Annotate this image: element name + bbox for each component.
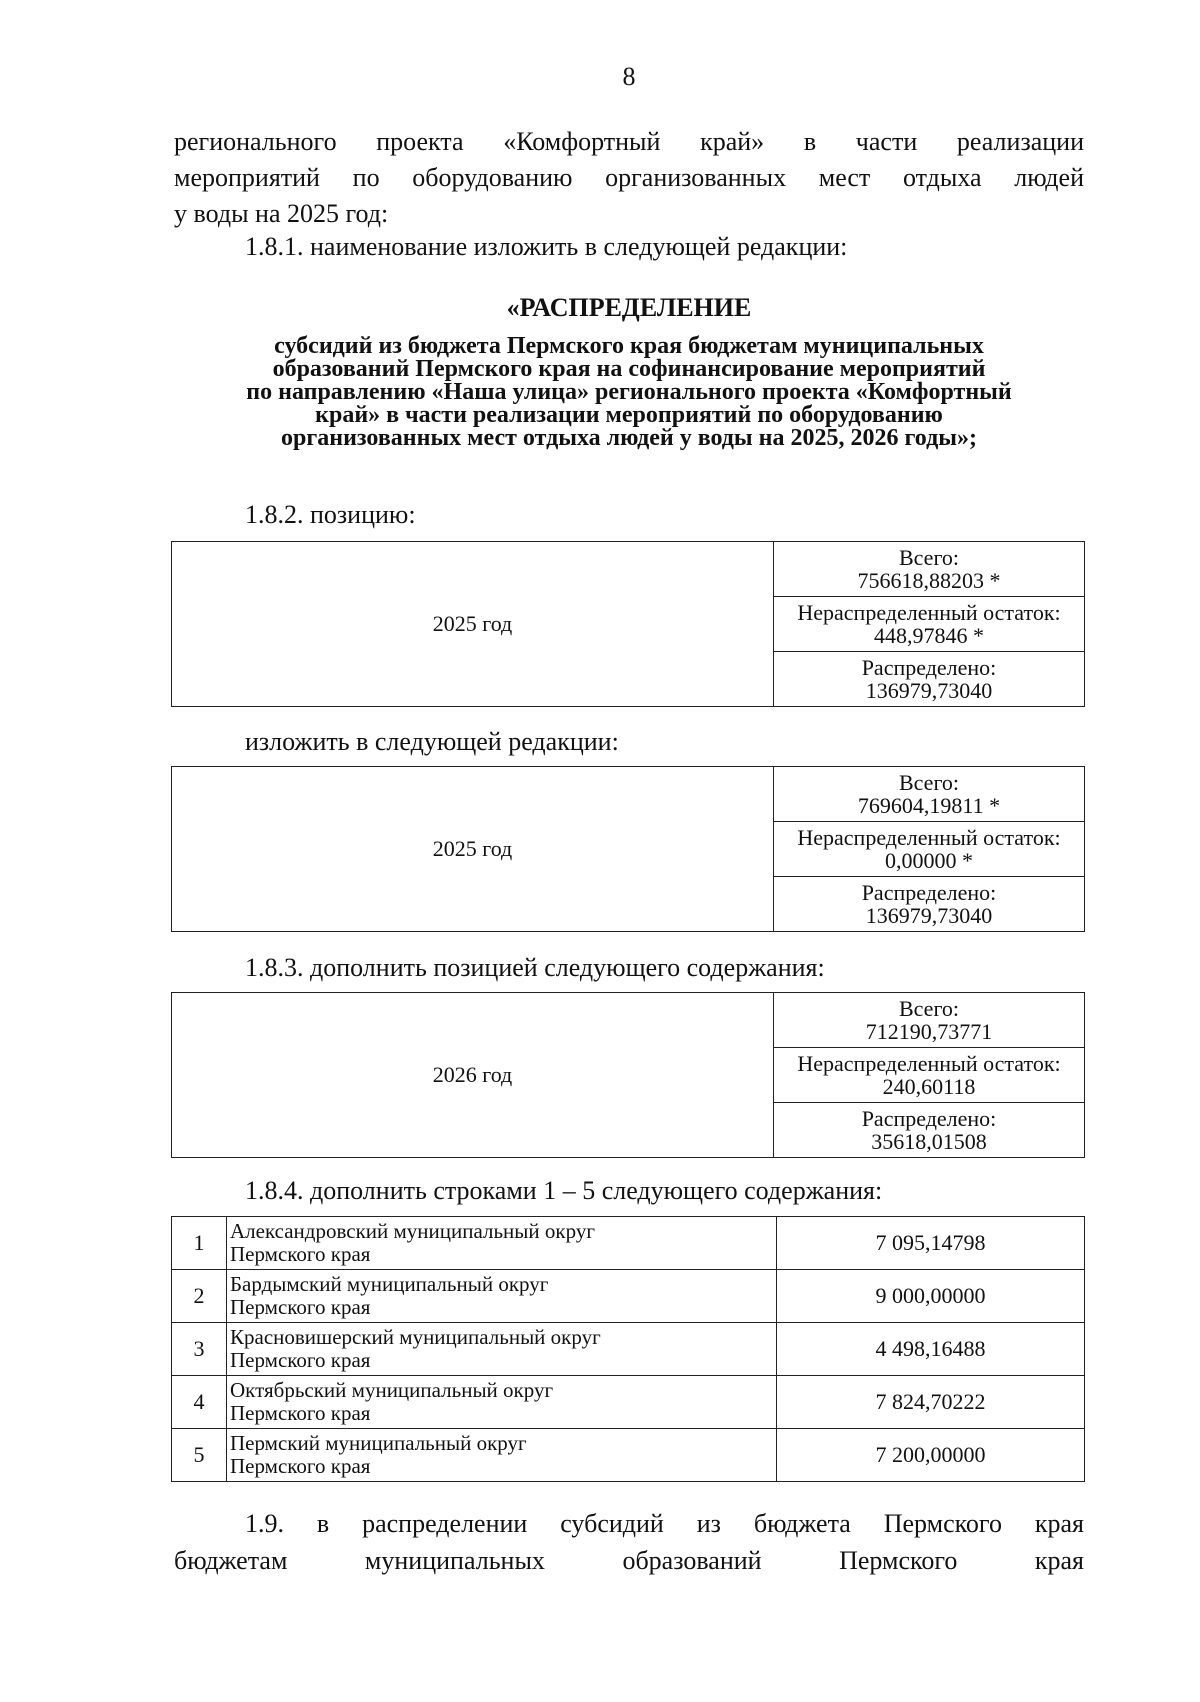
item-1-8-1: 1.8.1. наименование изложить в следующей редакции: bbox=[245, 232, 848, 261]
total-label: Всего: bbox=[898, 770, 960, 795]
subtitle-line-2: образований Пермского края на софинансирование мероприятий bbox=[272, 356, 986, 382]
row-amount: 7 095,14798 bbox=[777, 1217, 1085, 1270]
row-amount: 4 498,16488 bbox=[777, 1323, 1085, 1376]
position-table-old bbox=[171, 541, 1085, 707]
intro-line-2: мероприятий по оборудованию организованных мест отдыха людей bbox=[174, 163, 1084, 192]
item-1-8-4: 1.8.4. дополнить строками 1 – 5 следующего содержания: bbox=[245, 1176, 883, 1205]
table-row bbox=[172, 1323, 1085, 1376]
distr-label: Распределено: bbox=[861, 880, 997, 905]
subtitle-line-4: край» в части реализации мероприятий по оборудованию bbox=[315, 402, 943, 428]
row-name-line-1: Красновишерский муниципальный округ bbox=[230, 1325, 601, 1349]
position-table-new bbox=[171, 766, 1085, 932]
remain-label: Нераспределенный остаток: bbox=[797, 825, 1061, 850]
row-name-line-1: Октябрьский муниципальный округ bbox=[230, 1378, 554, 1402]
item-1-9-line-2: бюджетам муниципальных образований Пермского края bbox=[174, 1546, 1084, 1575]
subtitle-line-3: по направлению «Наша улица» регионального проекта «Комфортный bbox=[246, 379, 1012, 405]
intro-line-1: регионального проекта «Комфортный край» в части реализации bbox=[174, 127, 1084, 156]
document-title: «РАСПРЕДЕЛЕНИЕ bbox=[506, 293, 752, 322]
row-name-line-2: Пермского края bbox=[230, 1348, 371, 1372]
distr-value: 136979,73040 bbox=[865, 678, 993, 703]
page-number: 8 bbox=[622, 62, 636, 91]
row-name-line-1: Бардымский муниципальный округ bbox=[230, 1272, 549, 1296]
distr-cell bbox=[774, 1103, 1085, 1158]
row-name-line-2: Пермского края bbox=[230, 1242, 371, 1266]
row-name-line-2: Пермского края bbox=[230, 1295, 371, 1319]
year-cell: 2025 год bbox=[172, 542, 774, 707]
row-name bbox=[227, 1270, 777, 1323]
subtitle-line-5: организованных мест отдыха людей у воды на 2025, 2026 годы»; bbox=[281, 425, 977, 451]
distr-cell bbox=[774, 652, 1085, 707]
distr-label: Распределено: bbox=[861, 1106, 997, 1131]
year-cell: 2025 год bbox=[172, 767, 774, 932]
table-row bbox=[172, 1217, 1085, 1270]
row-amount: 7 200,00000 bbox=[777, 1429, 1085, 1482]
row-number: 1 bbox=[172, 1217, 227, 1270]
row-amount: 9 000,00000 bbox=[777, 1270, 1085, 1323]
total-label: Всего: bbox=[898, 996, 960, 1021]
total-label: Всего: bbox=[898, 545, 960, 570]
row-name-line-1: Пермский муниципальный округ bbox=[230, 1431, 527, 1455]
total-cell bbox=[774, 542, 1085, 597]
row-name bbox=[227, 1376, 777, 1429]
row-name bbox=[227, 1429, 777, 1482]
row-number: 3 bbox=[172, 1323, 227, 1376]
total-value: 769604,19811 * bbox=[857, 793, 1001, 818]
table-row bbox=[172, 1376, 1085, 1429]
total-value: 712190,73771 bbox=[865, 1019, 993, 1044]
distr-label: Распределено: bbox=[861, 655, 997, 680]
total-cell bbox=[774, 993, 1085, 1048]
row-number: 5 bbox=[172, 1429, 227, 1482]
remain-cell bbox=[774, 1048, 1085, 1103]
restate-text: изложить в следующей редакции: bbox=[245, 727, 619, 756]
remain-label: Нераспределенный остаток: bbox=[797, 1051, 1061, 1076]
distr-value: 136979,73040 bbox=[865, 903, 993, 928]
remain-value: 240,60118 bbox=[882, 1074, 976, 1099]
remain-cell bbox=[774, 597, 1085, 652]
total-cell bbox=[774, 767, 1085, 822]
table-row bbox=[172, 1429, 1085, 1482]
table-row bbox=[172, 1270, 1085, 1323]
intro-line-3: у воды на 2025 год: bbox=[174, 199, 389, 228]
row-name bbox=[227, 1323, 777, 1376]
remain-value: 448,97846 * bbox=[874, 623, 984, 648]
remain-cell bbox=[774, 822, 1085, 877]
item-1-8-2: 1.8.2. позицию: bbox=[245, 500, 416, 529]
distr-cell bbox=[774, 877, 1085, 932]
row-name bbox=[227, 1217, 777, 1270]
row-name-line-1: Александровский муниципальный округ bbox=[230, 1219, 595, 1243]
municipal-rows-table bbox=[171, 1216, 1085, 1482]
remain-value: 0,00000 * bbox=[885, 848, 973, 873]
subtitle-line-1: субсидий из бюджета Пермского края бюджетам муниципальных bbox=[274, 333, 984, 359]
row-number: 2 bbox=[172, 1270, 227, 1323]
item-1-9-line-1: 1.9. в распределении субсидий из бюджета Пермского края bbox=[245, 1509, 1084, 1538]
item-1-8-3: 1.8.3. дополнить позицией следующего содержания: bbox=[245, 953, 825, 982]
total-value: 756618,88203 * bbox=[857, 568, 1001, 593]
row-amount: 7 824,70222 bbox=[777, 1376, 1085, 1429]
year-cell: 2026 год bbox=[172, 993, 774, 1158]
row-name-line-2: Пермского края bbox=[230, 1401, 371, 1425]
position-table-2026 bbox=[171, 992, 1085, 1158]
distr-value: 35618,01508 bbox=[871, 1129, 987, 1154]
remain-label: Нераспределенный остаток: bbox=[797, 600, 1061, 625]
row-name-line-2: Пермского края bbox=[230, 1454, 371, 1478]
row-number: 4 bbox=[172, 1376, 227, 1429]
